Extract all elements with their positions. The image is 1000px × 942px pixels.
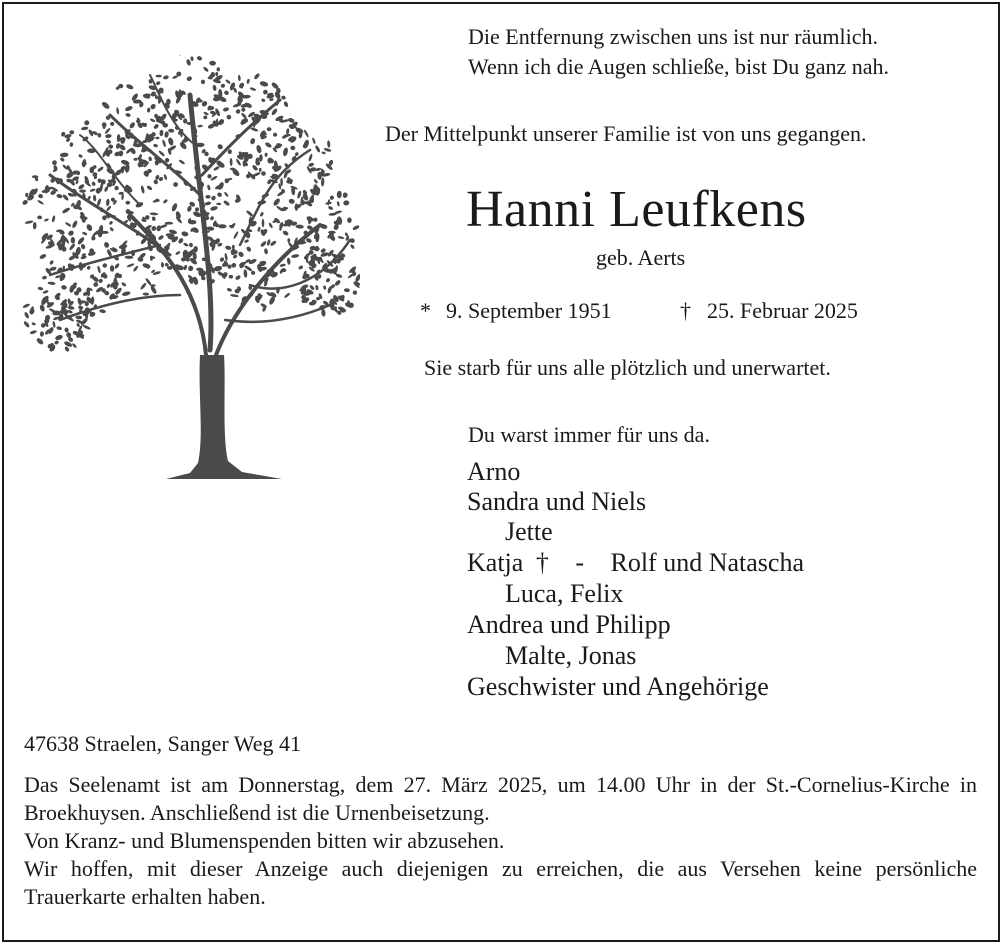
poem-line-2: Wenn ich die Augen schließe, bist Du ganz nah. bbox=[468, 54, 890, 79]
death-date: 25. Februar 2025 bbox=[707, 298, 858, 323]
death-cross-icon: † bbox=[680, 298, 691, 323]
notice-text bbox=[24, 771, 977, 911]
address: 47638 Straelen, Sanger Weg 41 bbox=[24, 731, 302, 756]
separator-dash: - bbox=[575, 548, 584, 577]
mourner-relatives: Geschwister und Angehörige bbox=[467, 672, 769, 701]
mourner-jette: Jette bbox=[505, 517, 553, 546]
cross-icon: † bbox=[535, 548, 549, 577]
birth-symbol: * bbox=[420, 298, 431, 323]
notice-paragraph: Wir hoffen, mit dieser Anzeige auch diejenigen zu erreichen, die aus Versehen keine persönliche Trauerkarte erhalten haben. bbox=[24, 856, 977, 909]
mourner-andrea: Andrea und Philipp bbox=[467, 610, 671, 639]
mourner-arno: Arno bbox=[467, 457, 521, 486]
dedication: Du warst immer für uns da. bbox=[468, 422, 710, 447]
mourner-malte: Malte, Jonas bbox=[505, 641, 637, 670]
mourner-katja-name: Katja bbox=[467, 548, 524, 577]
poem-line-1: Die Entfernung zwischen uns ist nur räumlich. bbox=[468, 24, 878, 49]
notice-paragraph: Das Seelenamt ist am Donnerstag, dem 27. März 2025, um 14.00 Uhr in der St.-Cornelius-Kirche in Broekhuysen. Anschließend ist die Urnenbeisetzung. bbox=[24, 772, 977, 825]
intro-line: Der Mittelpunkt unserer Familie ist von uns gegangen. bbox=[385, 121, 867, 146]
death-note: Sie starb für uns alle plötzlich und unerwartet. bbox=[424, 355, 831, 380]
deceased-name: Hanni Leufkens bbox=[466, 181, 807, 238]
mourner-rolf: Rolf und Natascha bbox=[610, 548, 804, 577]
birth-name: geb. Aerts bbox=[596, 245, 686, 270]
mourner-katja bbox=[467, 547, 804, 578]
mourner-luca: Luca, Felix bbox=[505, 579, 624, 608]
mourner-sandra: Sandra und Niels bbox=[467, 487, 647, 516]
tree-illustration bbox=[20, 55, 360, 485]
notice-paragraph: Von Kranz- und Blumenspenden bitten wir abzusehen. bbox=[24, 828, 505, 853]
birth-date: 9. September 1951 bbox=[446, 298, 612, 323]
